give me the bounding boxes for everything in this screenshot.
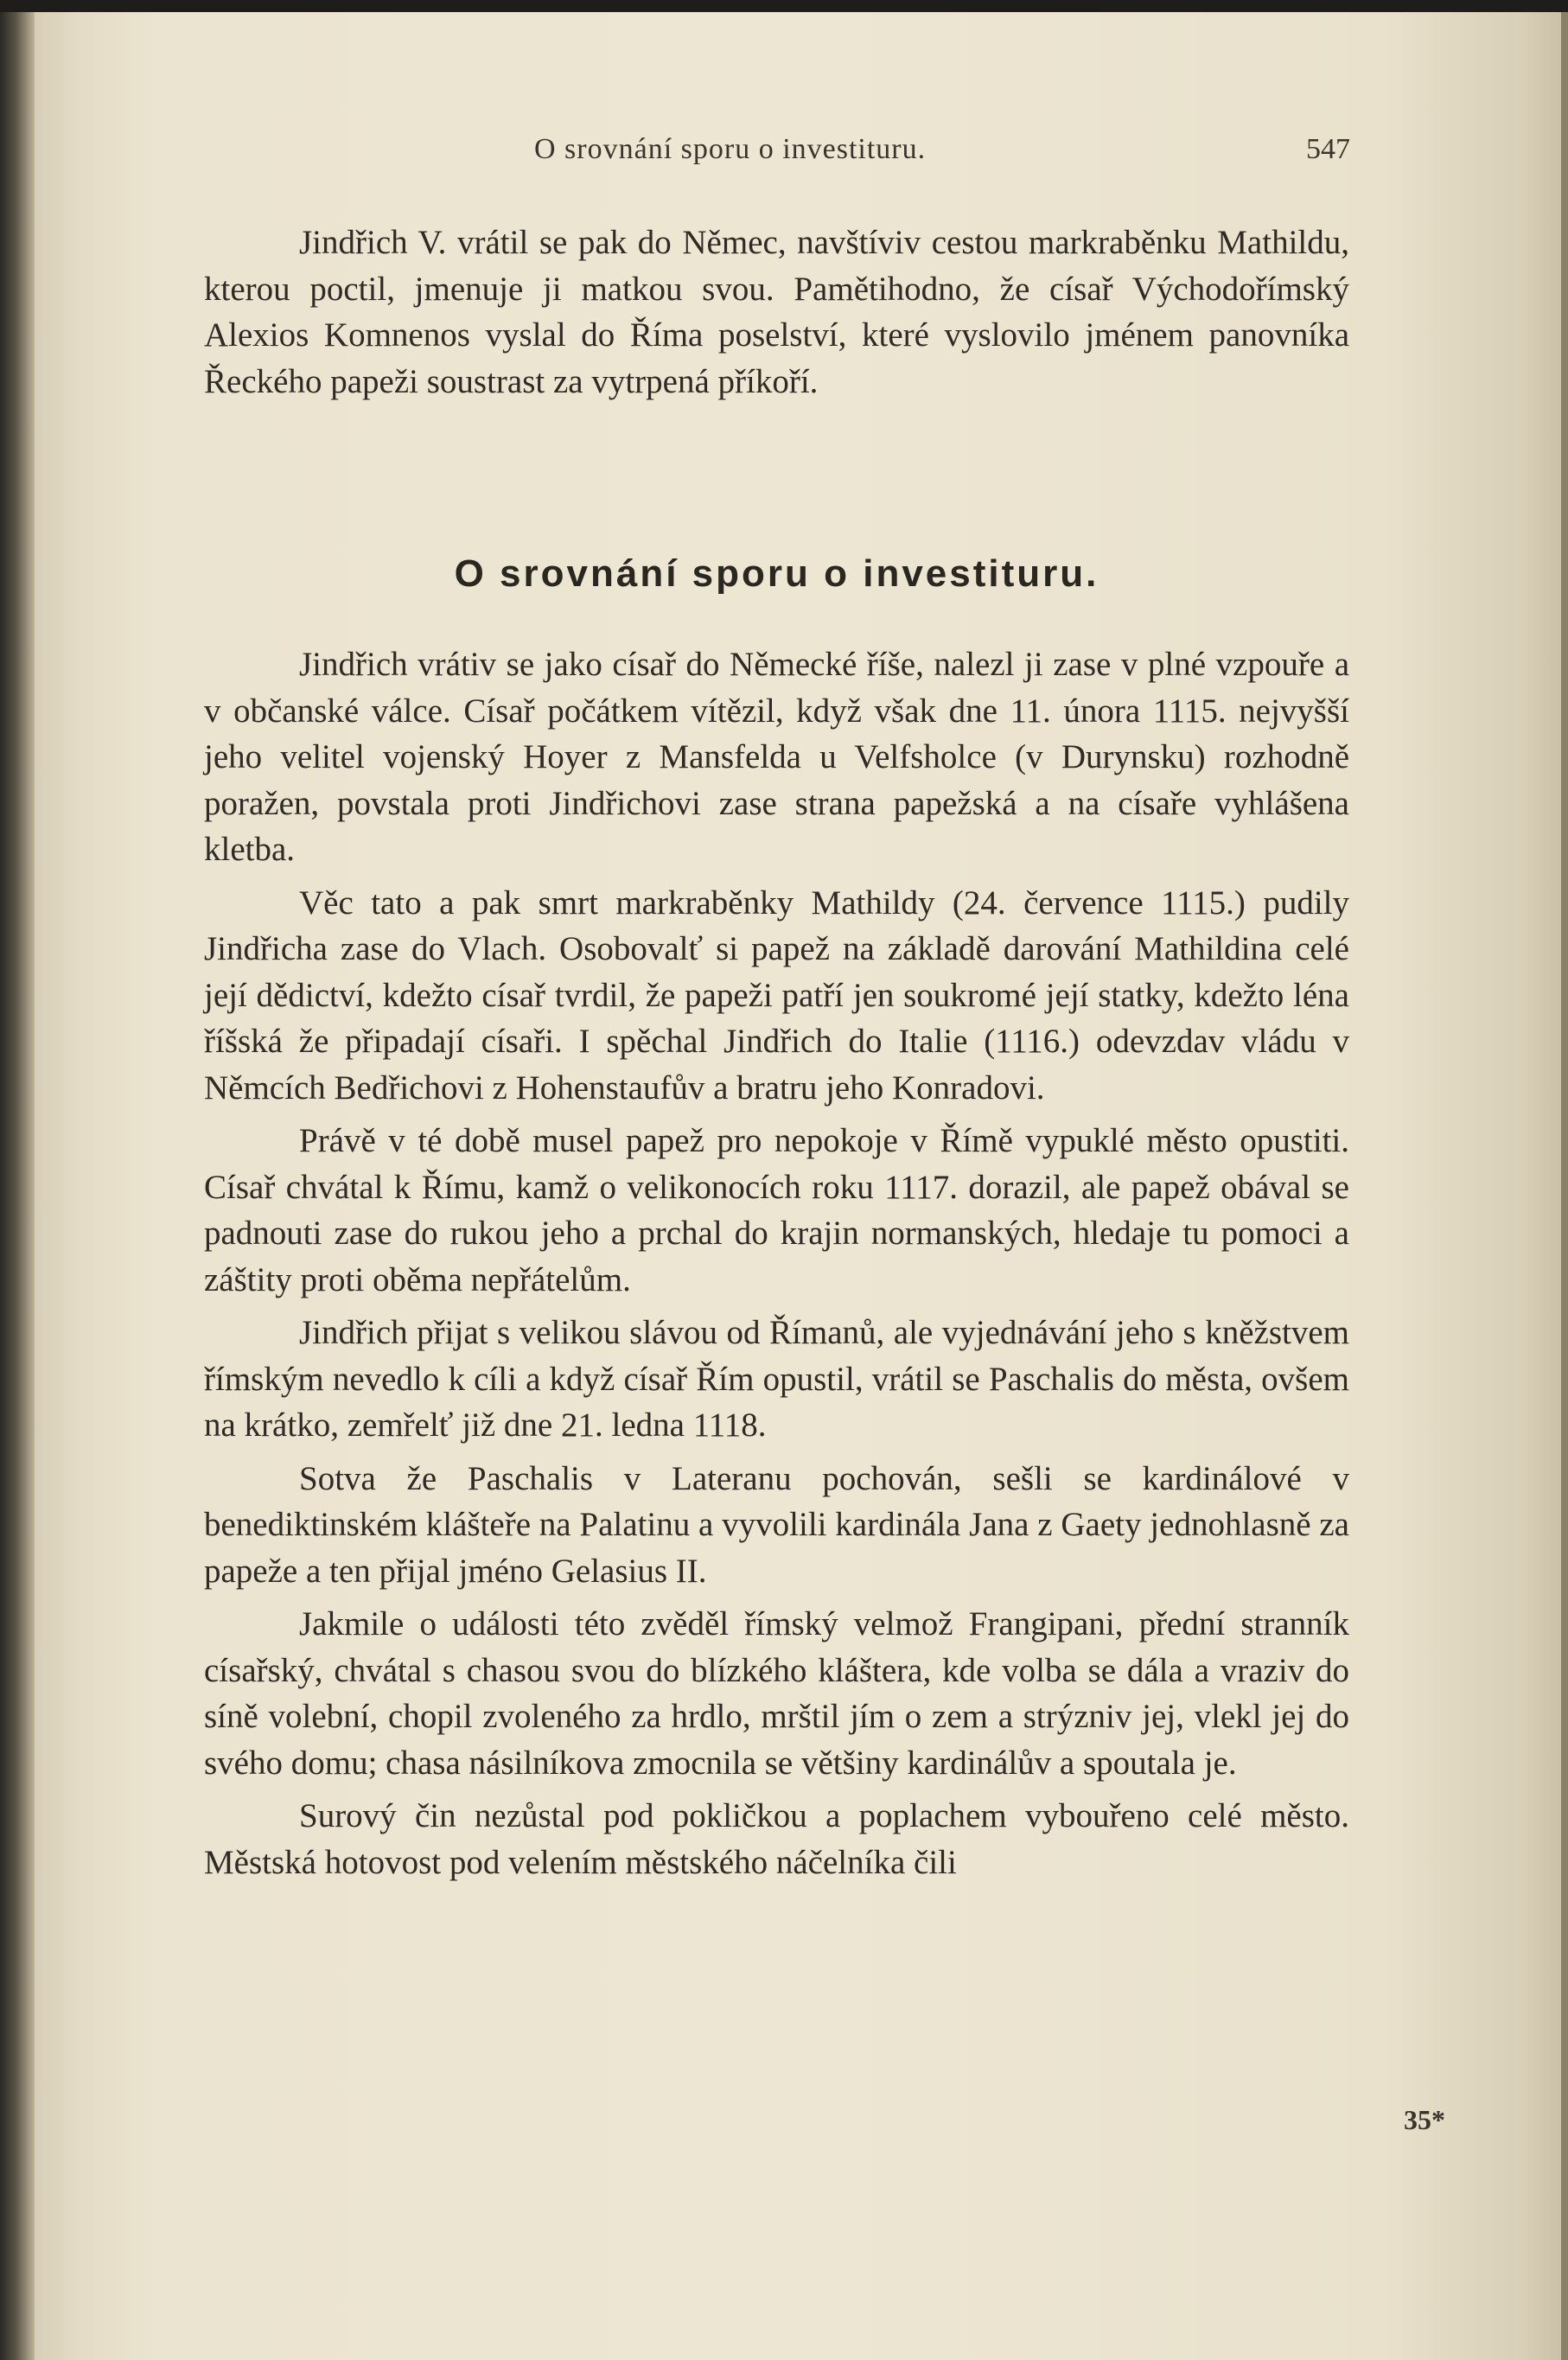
paragraph: Surový čin nezůstal pod pokličkou a poplachem vybouřeno celé město. Městská hotovost pod velením městského náčelníka čili bbox=[204, 1797, 1349, 1881]
paragraph: Jindřich V. vrátil se pak do Němec, navštíviv cestou markraběnku Mathildu, kterou poctil, jmenuje ji matkou svou. Pamětihodno, že císař Východořímský Alexios Komnenos vyslal do Říma poselství, které vyslovilo jménem panovníka Řeckého papeži soustrast za vytrpená příkoří. bbox=[204, 224, 1349, 400]
section-heading: O srovnání sporu o investituru. bbox=[454, 552, 1100, 595]
book-binding-edge bbox=[0, 12, 35, 2360]
section-body bbox=[204, 641, 1349, 1892]
intro-text bbox=[204, 220, 1349, 411]
paragraph: Jindřich vrátiv se jako císař do Německé říše, nalezl ji zase v plné vzpouře a v občanské válce. Císař počátkem vítězil, když však dne 11. února 1115. nejvyšší jeho velitel vojenský Hoyer z Mansfelda u Velfsholce (v Durynsku) rozhodně poražen, povstala proti Jindřichovi zase strana papežská a na císaře vyhlášena kletba. bbox=[204, 646, 1349, 868]
paragraph: Právě v té době musel papež pro nepokoje v Římě vypuklé město opustiti. Císař chvátal k Římu, kamž o velikonocích roku 1117. dorazil, ale papež obával se padnouti zase do rukou jeho a prchal do krajin normanských, hledaje tu pomoci a záštity proti oběma nepřátelům. bbox=[204, 1122, 1349, 1298]
page-number: 547 bbox=[1306, 133, 1350, 165]
paragraph: Věc tato a pak smrt markraběnky Mathildy (24. července 1115.) pudily Jindřicha zase do Vlach. Osobovalť si papež na základě darování Mathildina celé její dědictví, kdežto císař tvrdil, že papeži patří jen soukromé její statky, kdežto léna říšská že připadají císaři. I spěchal Jindřich do Italie (1116.) odevzdav vládu v Němcích Bedřichovi z Hohenstaufův a bratru jeho Konradovi. bbox=[204, 883, 1349, 1107]
paragraph: Jindřich přijat s velikou slávou od Římanů, ale vyjednávání jeho s kněžstvem římským nevedlo k cíli a když císař Řím opustil, vrátil se Paschalis do města, ovšem na krátko, zemřelť již dne 21. ledna 1118. bbox=[204, 1314, 1349, 1444]
page-edge-shadow bbox=[1561, 12, 1568, 2360]
signature-mark: 35* bbox=[1404, 2104, 1445, 2135]
paragraph: Sotva že Paschalis v Lateranu pochován, sešli se kardinálové v benediktinském klášteře na Palatinu a vyvolili kardinála Jana z Gaety jednohlasně za papeže a ten přijal jméno Gelasius II. bbox=[204, 1459, 1349, 1590]
running-header bbox=[534, 133, 1350, 171]
paragraph: Jakmile o události této zvěděl římský velmož Frangipani, přední stranník císařský, chvátal s chasou svou do blízkého kláštera, kde volba se dála a vraziv do síně volební, chopil zvoleného za hrdlo, mrštil jím o zem a strýzniv jej, vlekl jej do svého domu; chasa násilníkova zmocnila se většiny kardinálův a spoutala je. bbox=[204, 1605, 1349, 1782]
running-title: O srovnání sporu o investituru. bbox=[534, 133, 927, 165]
book-page bbox=[35, 12, 1568, 2360]
